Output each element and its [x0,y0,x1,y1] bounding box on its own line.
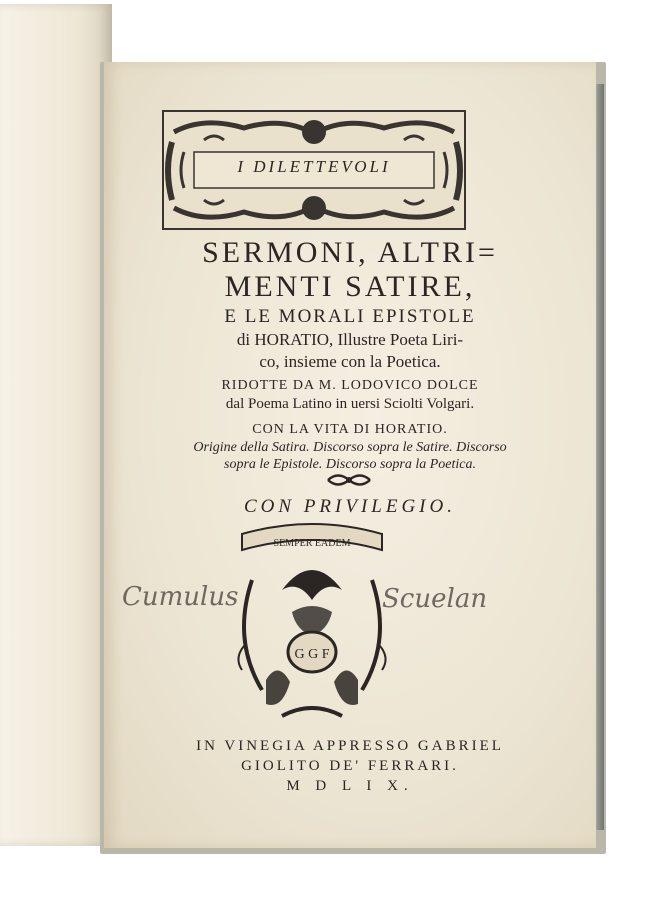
headpiece-text: I DILETTEVOLI [237,157,391,176]
ownership-inscription-left: Cumulus [122,582,239,612]
credit-line-2: dal Poema Latino in uersi Sciolti Volgari. [225,396,475,412]
svg-text:G G F: G G F [294,647,330,662]
imprint-line-2: GIOLITO DE' FERRARI. [241,758,459,774]
device-motto: SEMPER EADEM [273,538,351,549]
title-line-5: co, insieme con la Poetica. [259,352,441,371]
title-line-2: MENTI SATIRE, [224,270,476,303]
privilege-line: CON PRIVILEGIO. [244,496,456,517]
facing-page [0,4,112,846]
credit-line-1: RIDOTTE DA M. LODOVICO DOLCE [221,378,479,393]
imprint-date: M D L I X. [286,778,414,794]
contents-line-2: Origine della Satira. Discorso sopra le Satire. Discorso [193,440,507,455]
ownership-inscription-right: Scuelan [382,584,488,614]
contents-line-3: sopra le Epistole. Discorso sopra la Poetica. [224,457,476,472]
title-page [104,62,596,848]
title-line-3: E LE MORALI EPISTOLE [224,306,476,327]
fleuron-icon [324,471,374,489]
printer-device-phoenix-icon [222,520,402,726]
contents-line-1: CON LA VITA DI HORATIO. [252,422,448,437]
imprint-line-1: IN VINEGIA APPRESSO GABRIEL [196,738,504,754]
title-line-1: SERMONI, ALTRI= [202,236,498,269]
title-line-4: di HORATIO, Illustre Poeta Liri- [236,330,464,349]
decorative-headpiece [162,110,466,230]
